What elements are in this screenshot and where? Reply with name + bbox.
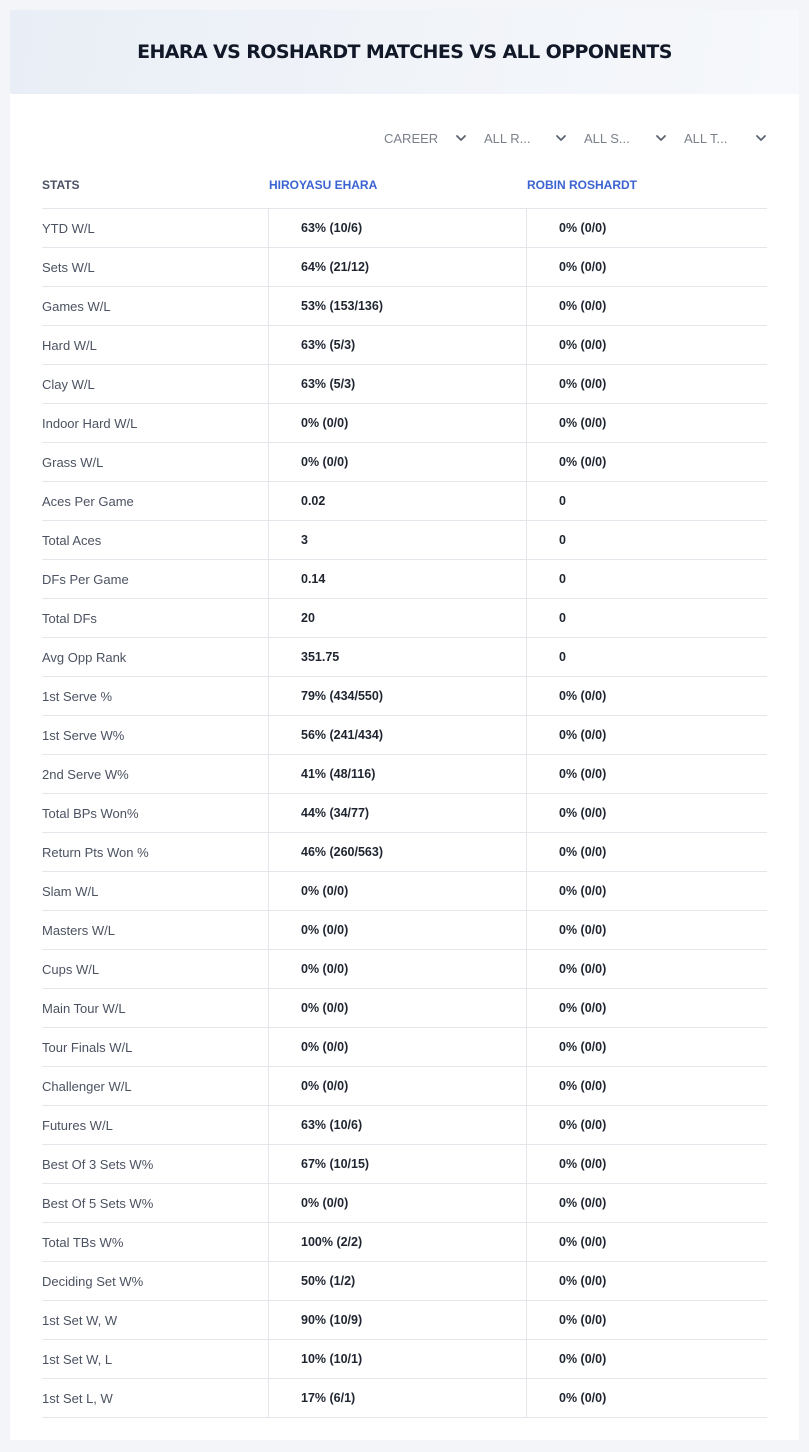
player-2-value: 0 <box>526 521 767 559</box>
player-1-value: 0% (0/0) <box>268 989 526 1027</box>
player-1-value: 17% (6/1) <box>268 1379 526 1417</box>
player-2-value: 0% (0/0) <box>526 287 767 325</box>
player-2-value: 0 <box>526 599 767 637</box>
stat-label: Best Of 3 Sets W% <box>42 1156 154 1172</box>
table-row <box>42 1379 767 1418</box>
stat-label: 1st Serve % <box>42 688 113 704</box>
player-2-value: 0% (0/0) <box>526 872 767 910</box>
table-row <box>42 482 767 521</box>
table-row <box>42 248 767 287</box>
player-2-value: 0% (0/0) <box>526 794 767 832</box>
player-2-value: 0% (0/0) <box>526 833 767 871</box>
stat-label: Masters W/L <box>42 922 115 938</box>
table-row <box>42 1067 767 1106</box>
player-2-value: 0% (0/0) <box>526 716 767 754</box>
table-row <box>42 1028 767 1067</box>
player-2-value: 0% (0/0) <box>526 248 767 286</box>
table-row <box>42 287 767 326</box>
stat-label: Hard W/L <box>42 337 97 353</box>
player-2-value: 0% (0/0) <box>526 1184 767 1222</box>
stat-label: YTD W/L <box>42 220 95 236</box>
player-1-value: 56% (241/434) <box>268 716 526 754</box>
stat-label: Futures W/L <box>42 1117 113 1133</box>
table-row <box>42 911 767 950</box>
filter-bar <box>384 128 768 148</box>
stat-label: Best Of 5 Sets W% <box>42 1195 154 1211</box>
player-1-value: 10% (10/1) <box>268 1340 526 1378</box>
chevron-down-icon <box>654 131 668 145</box>
player-1-value: 67% (10/15) <box>268 1145 526 1183</box>
table-row <box>42 1262 767 1301</box>
surface-filter-value: ALL S... <box>584 130 630 146</box>
stat-label: Tour Finals W/L <box>42 1039 133 1055</box>
player-1-value: 0% (0/0) <box>268 443 526 481</box>
player-2-value: 0% (0/0) <box>526 1301 767 1339</box>
stat-label: Deciding Set W% <box>42 1273 144 1289</box>
table-row <box>42 950 767 989</box>
player-1-value: 53% (153/136) <box>268 287 526 325</box>
player-1-value: 50% (1/2) <box>268 1262 526 1300</box>
stat-label: Aces Per Game <box>42 493 134 509</box>
stat-label: 1st Serve W% <box>42 727 125 743</box>
table-row <box>42 638 767 677</box>
player-1-value: 0% (0/0) <box>268 950 526 988</box>
column-header-player-2-link[interactable]: ROBIN ROSHARDT <box>527 178 637 192</box>
player-1-value: 63% (5/3) <box>268 365 526 403</box>
player-1-value: 0% (0/0) <box>268 1067 526 1105</box>
table-row <box>42 365 767 404</box>
table-row <box>42 833 767 872</box>
player-2-value: 0% (0/0) <box>526 1028 767 1066</box>
stat-label: Clay W/L <box>42 376 95 392</box>
stat-label: Challenger W/L <box>42 1078 132 1094</box>
player-1-value: 0% (0/0) <box>268 1028 526 1066</box>
table-row <box>42 1106 767 1145</box>
player-2-value: 0% (0/0) <box>526 950 767 988</box>
stat-label: Total BPs Won% <box>42 805 139 821</box>
player-1-value: 0.14 <box>268 560 526 598</box>
table-row <box>42 1340 767 1379</box>
player-1-value: 44% (34/77) <box>268 794 526 832</box>
player-1-value: 41% (48/116) <box>268 755 526 793</box>
stat-label: 1st Set W, W <box>42 1312 118 1328</box>
player-2-value: 0 <box>526 638 767 676</box>
player-2-value: 0% (0/0) <box>526 1223 767 1261</box>
table-row <box>42 209 767 248</box>
stat-label: Cups W/L <box>42 961 100 977</box>
round-filter-select[interactable] <box>484 128 568 148</box>
table-row <box>42 1145 767 1184</box>
player-2-value: 0% (0/0) <box>526 1067 767 1105</box>
stat-label: Games W/L <box>42 298 111 314</box>
player-1-value: 64% (21/12) <box>268 248 526 286</box>
player-1-value: 79% (434/550) <box>268 677 526 715</box>
stat-label: 1st Set W, L <box>42 1351 113 1367</box>
table-row <box>42 521 767 560</box>
table-row <box>42 716 767 755</box>
player-2-value: 0 <box>526 560 767 598</box>
stat-label: Sets W/L <box>42 259 95 275</box>
player-2-value: 0% (0/0) <box>526 989 767 1027</box>
player-2-value: 0% (0/0) <box>526 1340 767 1378</box>
tournament-filter-select[interactable] <box>684 128 768 148</box>
player-2-value: 0% (0/0) <box>526 755 767 793</box>
table-row <box>42 989 767 1028</box>
tournament-filter-value: ALL T... <box>684 130 728 146</box>
player-1-value: 0% (0/0) <box>268 872 526 910</box>
table-row <box>42 677 767 716</box>
table-row <box>42 1184 767 1223</box>
table-row <box>42 443 767 482</box>
player-1-value: 63% (5/3) <box>268 326 526 364</box>
player-2-value: 0% (0/0) <box>526 677 767 715</box>
table-row <box>42 794 767 833</box>
page-title: EHARA VS ROSHARDT MATCHES VS ALL OPPONENTS <box>137 41 672 63</box>
player-1-value: 351.75 <box>268 638 526 676</box>
table-row <box>42 326 767 365</box>
player-1-value: 0% (0/0) <box>268 911 526 949</box>
player-2-value: 0 <box>526 482 767 520</box>
player-1-value: 90% (10/9) <box>268 1301 526 1339</box>
stat-label: 2nd Serve W% <box>42 766 129 782</box>
table-row <box>42 1223 767 1262</box>
player-1-value: 20 <box>268 599 526 637</box>
stat-label: Indoor Hard W/L <box>42 415 138 431</box>
player-1-value: 63% (10/6) <box>268 1106 526 1144</box>
player-1-value: 3 <box>268 521 526 559</box>
player-1-value: 46% (260/563) <box>268 833 526 871</box>
period-filter-value: CAREER <box>384 130 439 146</box>
player-1-value: 0% (0/0) <box>268 404 526 442</box>
stat-label: Grass W/L <box>42 454 104 470</box>
stat-label: Total TBs W% <box>42 1234 124 1250</box>
player-2-value: 0% (0/0) <box>526 1379 767 1417</box>
table-row <box>42 755 767 794</box>
table-body <box>42 209 767 1418</box>
player-2-value: 0% (0/0) <box>526 365 767 403</box>
player-1-value: 0% (0/0) <box>268 1184 526 1222</box>
card-header <box>10 10 799 94</box>
column-header-player-1-link[interactable]: HIROYASU EHARA <box>269 178 378 192</box>
player-2-value: 0% (0/0) <box>526 404 767 442</box>
chevron-down-icon <box>754 131 768 145</box>
player-1-value: 100% (2/2) <box>268 1223 526 1261</box>
player-2-value: 0% (0/0) <box>526 443 767 481</box>
player-2-value: 0% (0/0) <box>526 1262 767 1300</box>
chevron-down-icon <box>454 131 468 145</box>
stat-label: Main Tour W/L <box>42 1000 126 1016</box>
stat-label: Total Aces <box>42 532 102 548</box>
stat-label: Avg Opp Rank <box>42 649 127 665</box>
player-2-value: 0% (0/0) <box>526 911 767 949</box>
player-1-value: 63% (10/6) <box>268 209 526 247</box>
player-2-value: 0% (0/0) <box>526 326 767 364</box>
stat-label: Slam W/L <box>42 883 99 899</box>
stat-label: DFs Per Game <box>42 571 129 587</box>
stat-label: 1st Set L, W <box>42 1390 113 1406</box>
player-1-value: 0.02 <box>268 482 526 520</box>
table-row <box>42 599 767 638</box>
table-header <box>42 162 767 209</box>
stat-label: Return Pts Won % <box>42 844 149 860</box>
table-row <box>42 1301 767 1340</box>
table-row <box>42 560 767 599</box>
stats-table <box>42 162 767 1418</box>
player-2-value: 0% (0/0) <box>526 209 767 247</box>
player-2-value: 0% (0/0) <box>526 1145 767 1183</box>
surface-filter-select[interactable] <box>584 128 668 148</box>
stat-label: Total DFs <box>42 610 97 626</box>
table-row <box>42 872 767 911</box>
table-row <box>42 404 767 443</box>
column-header-stats: STATS <box>42 178 80 192</box>
period-filter-select[interactable] <box>384 128 468 148</box>
stats-card <box>10 10 799 1440</box>
chevron-down-icon <box>554 131 568 145</box>
player-2-value: 0% (0/0) <box>526 1106 767 1144</box>
round-filter-value: ALL R... <box>484 130 531 146</box>
